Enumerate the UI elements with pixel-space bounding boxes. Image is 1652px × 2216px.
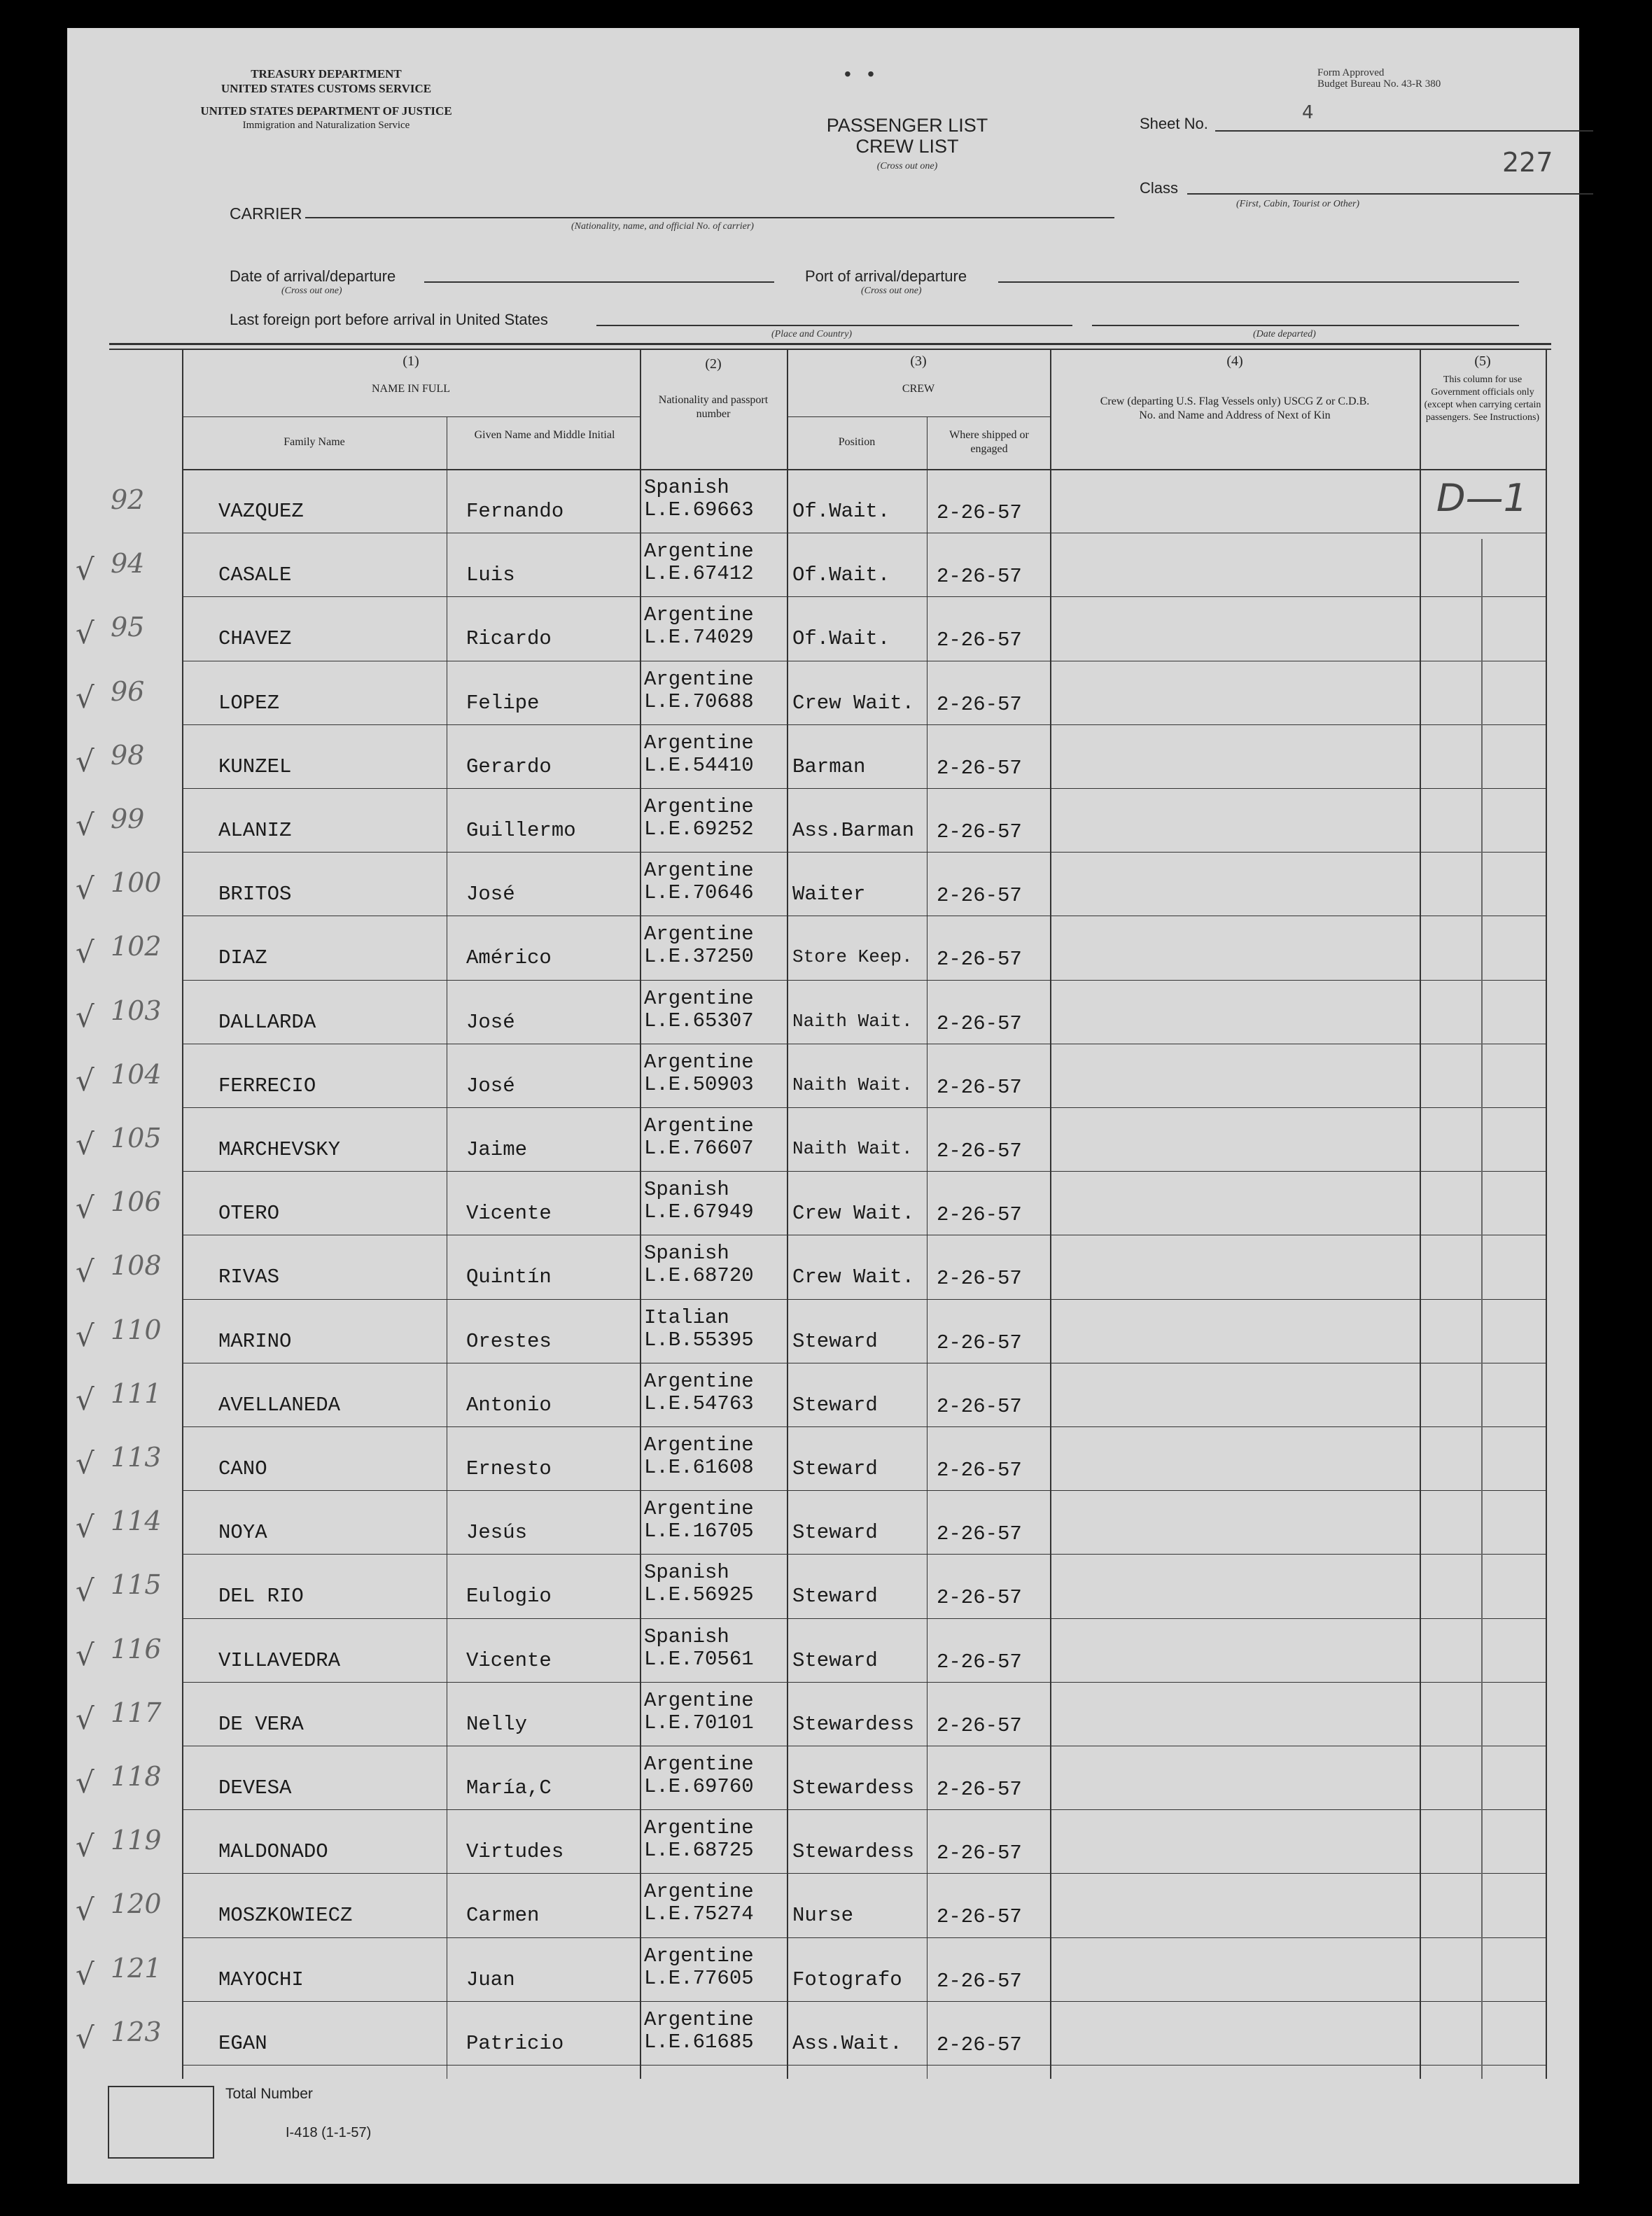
passport-number: L.E.16705: [644, 1520, 754, 1543]
row-number: 123: [111, 2016, 162, 2047]
given-name: Fernando: [466, 500, 564, 523]
nationality: Argentine: [644, 1497, 754, 1521]
annotation-vertical-line: [1481, 539, 1483, 2079]
date-engaged: 2-26-57: [937, 1139, 1022, 1163]
crew-position: Stewardess: [792, 1776, 915, 1800]
col3-position: Position: [838, 436, 876, 448]
nationality: Spanish: [644, 1625, 729, 1648]
row-number: 102: [111, 931, 162, 962]
passport-number: L.E.68720: [644, 1264, 754, 1288]
passport-number: L.E.65307: [644, 1009, 754, 1032]
row-number: 99: [111, 804, 145, 834]
family-name: MALDONADO: [218, 1840, 328, 1864]
row-number: 100: [111, 867, 162, 899]
passport-number: L.E.70688: [644, 689, 754, 713]
given-name: Jesús: [466, 1521, 528, 1545]
row-check-mark: √: [76, 1254, 94, 1289]
given-name: Eulogio: [466, 1585, 552, 1608]
row-number: 114: [111, 1506, 162, 1537]
date-engaged: 2-26-57: [937, 1905, 1022, 1929]
date-engaged: 2-26-57: [937, 1778, 1022, 1801]
agency-line3: UNITED STATES DEPARTMENT OF JUSTICE: [200, 104, 452, 118]
family-name: ALANIZ: [218, 819, 292, 842]
given-name: Juan: [466, 1968, 515, 1991]
nationality: Spanish: [644, 1561, 729, 1585]
passport-number: L.E.77605: [644, 1966, 754, 1990]
row-check-mark: √: [76, 1127, 94, 1161]
last-port-label: Last foreign port before arrival in United States: [230, 311, 548, 328]
date-departed-hint: (Date departed): [1253, 329, 1316, 339]
row-check-mark: √: [76, 808, 94, 842]
row-check-mark: √: [76, 552, 94, 587]
row-check-mark: √: [76, 680, 94, 715]
family-name: MAYOCHI: [218, 1968, 304, 1991]
row-number: 92: [111, 484, 145, 515]
nationality: Argentine: [644, 1944, 754, 1968]
family-name: DALLARDA: [218, 1010, 316, 1034]
nationality: Argentine: [644, 1050, 754, 1074]
nationality: Italian: [644, 1305, 729, 1329]
nationality: Argentine: [644, 986, 754, 1010]
row-divider: [182, 1682, 1546, 1683]
date-label: Date of arrival/departure: [230, 267, 396, 285]
hdr-bottom-line: [182, 469, 1546, 470]
row-divider: [182, 788, 1546, 789]
nationality: Argentine: [644, 1688, 754, 1712]
given-name: Antonio: [466, 1393, 552, 1417]
crew-position: Ass.Barman: [792, 819, 915, 842]
row-check-mark: √: [76, 743, 94, 778]
passport-number: L.E.61608: [644, 1456, 754, 1479]
date-engaged: 2-26-57: [937, 692, 1022, 716]
crew-position: Barman: [792, 755, 866, 778]
row-number: 111: [111, 1377, 162, 1409]
nationality: Argentine: [644, 1880, 754, 1904]
family-name: CHAVEZ: [218, 627, 292, 651]
row-divider: [182, 2065, 1546, 2066]
row-divider: [182, 596, 1546, 597]
row-number: 113: [111, 1442, 162, 1473]
col3-title: CREW: [902, 383, 935, 395]
nationality: Argentine: [644, 1433, 754, 1457]
date-engaged: 2-26-57: [937, 948, 1022, 972]
given-name: Gerardo: [466, 755, 552, 778]
crew-position: Steward: [792, 1648, 878, 1672]
date-engaged: 2-26-57: [937, 501, 1022, 524]
nationality: Spanish: [644, 476, 729, 499]
carrier-label: CARRIER: [230, 204, 302, 223]
form-number: I-418 (1-1-57): [286, 2125, 372, 2140]
row-number: 119: [111, 1825, 162, 1856]
crew-position: Stewardess: [792, 1712, 915, 1736]
given-name: Carmen: [466, 1904, 540, 1928]
passport-number: L.E.68725: [644, 1839, 754, 1863]
passport-number: L.E.50903: [644, 1072, 754, 1096]
crew-position: Steward: [792, 1457, 878, 1480]
row-check-mark: √: [76, 999, 94, 1034]
col-line-4-5: [1420, 350, 1421, 2079]
date-engaged: 2-26-57: [937, 1331, 1022, 1354]
passport-number: L.E.67949: [644, 1200, 754, 1224]
crew-position: Ass.Wait.: [792, 2031, 902, 2055]
row-number: 121: [111, 1952, 162, 1984]
nationality: Argentine: [644, 540, 754, 563]
stamp-number: 227: [1502, 147, 1553, 178]
crew-position: Steward: [792, 1521, 878, 1545]
passport-number: L.E.37250: [644, 945, 754, 969]
row-divider: [182, 1426, 1546, 1427]
row-number: 118: [111, 1761, 162, 1792]
col-line-2-3: [787, 350, 788, 2079]
row-check-mark: √: [76, 616, 94, 651]
family-name: EGAN: [218, 2031, 267, 2055]
date-departed-underline: [1092, 325, 1519, 326]
row-check-mark: √: [76, 1318, 94, 1353]
row-check-mark: √: [76, 1701, 94, 1736]
passport-number: L.E.76607: [644, 1137, 754, 1160]
col-line-right: [1546, 350, 1547, 2079]
agency-line1: TREASURY DEPARTMENT: [251, 67, 402, 80]
col1-title: NAME IN FULL: [372, 383, 450, 395]
nationality: Argentine: [644, 2007, 754, 2031]
passport-number: L.E.69663: [644, 498, 754, 521]
given-name: Jaime: [466, 1138, 528, 1161]
family-name: DEVESA: [218, 1776, 292, 1800]
given-name: José: [466, 1010, 515, 1034]
col4-number: (4): [1226, 353, 1243, 369]
passport-number: L.E.69760: [644, 1775, 754, 1798]
passport-number: L.E.75274: [644, 1902, 754, 1926]
list-title-crew: CREW LIST: [855, 136, 959, 157]
col-line-3-4: [1050, 350, 1051, 2079]
col3-where: Where shipped or engaged: [949, 429, 1029, 455]
passport-number: L.E.54763: [644, 1391, 754, 1415]
nationality: Argentine: [644, 795, 754, 818]
row-divider: [182, 980, 1546, 981]
family-name: OTERO: [218, 1202, 280, 1226]
family-name: DEL RIO: [218, 1585, 304, 1608]
row-number: 98: [111, 739, 145, 771]
nationality: Argentine: [644, 1753, 754, 1776]
row-number: 116: [111, 1633, 162, 1664]
given-name: José: [466, 1074, 515, 1098]
row-check-mark: √: [76, 1765, 94, 1800]
col3-number: (3): [910, 353, 927, 369]
passport-number: L.E.67412: [644, 562, 754, 586]
passport-number: L.E.70646: [644, 881, 754, 905]
budget-bureau: Budget Bureau No. 43-R 380: [1317, 78, 1441, 90]
date-engaged: 2-26-57: [937, 1075, 1022, 1099]
nationality: Argentine: [644, 923, 754, 946]
crew-position: Crew Wait.: [792, 691, 915, 715]
col1-number: (1): [402, 353, 419, 369]
passport-number: L.E.69252: [644, 818, 754, 841]
family-name: DE VERA: [218, 1712, 304, 1736]
hdr-subline-1: [182, 416, 640, 417]
date-engaged: 2-26-57: [937, 884, 1022, 908]
ink-dots: • •: [844, 63, 874, 85]
family-name: AVELLANEDA: [218, 1393, 341, 1417]
row-check-mark: √: [76, 871, 94, 906]
row-number: 120: [111, 1888, 162, 1920]
row-divider: [182, 1618, 1546, 1619]
date-engaged: 2-26-57: [937, 1267, 1022, 1291]
row-divider: [182, 1809, 1546, 1810]
date-engaged: 2-26-57: [937, 2033, 1022, 2056]
document-page: [67, 28, 1579, 2184]
crew-position: Nurse: [792, 1904, 854, 1928]
date-engaged: 2-26-57: [937, 1969, 1022, 1993]
port-hint: (Cross out one): [861, 286, 922, 296]
row-divider: [182, 1873, 1546, 1874]
row-number: 94: [111, 548, 145, 580]
row-check-mark: √: [76, 935, 94, 970]
date-engaged: 2-26-57: [937, 565, 1022, 589]
nationality: Argentine: [644, 603, 754, 627]
date-hint: (Cross out one): [281, 286, 342, 296]
family-name: NOYA: [218, 1521, 267, 1545]
row-check-mark: √: [76, 1446, 94, 1480]
date-engaged: 2-26-57: [937, 1842, 1022, 1865]
given-name: Ricardo: [466, 627, 552, 651]
row-number: 103: [111, 995, 162, 1026]
family-name: VAZQUEZ: [218, 500, 304, 523]
class-underline: [1187, 193, 1593, 195]
nationality: Argentine: [644, 1369, 754, 1393]
row-check-mark: √: [76, 2020, 94, 2055]
row-divider: [182, 724, 1546, 725]
family-name: MOSZKOWIECZ: [218, 1904, 353, 1928]
crew-position: Of.Wait.: [792, 563, 890, 587]
crew-position: Stewardess: [792, 1840, 915, 1864]
row-check-mark: √: [76, 1893, 94, 1928]
last-port-underline: [596, 325, 1072, 326]
row-divider: [182, 1490, 1546, 1491]
nationality: Argentine: [644, 859, 754, 883]
crew-position: Naith Wait.: [792, 1074, 913, 1095]
family-name: BRITOS: [218, 883, 292, 906]
crew-position: Crew Wait.: [792, 1265, 915, 1289]
family-name: CASALE: [218, 563, 292, 587]
passport-number: L.E.56925: [644, 1583, 754, 1607]
row-divider: [182, 1554, 1546, 1555]
row-number: 96: [111, 675, 145, 707]
crew-position: Naith Wait.: [792, 1138, 913, 1159]
carrier-hint: (Nationality, name, and official No. of carrier): [571, 221, 754, 232]
given-name: María,C: [466, 1776, 552, 1800]
row-check-mark: √: [76, 1510, 94, 1545]
row-check-mark: √: [76, 1829, 94, 1864]
given-name: Nelly: [466, 1712, 528, 1736]
nationality: Argentine: [644, 1114, 754, 1137]
col4-title: Crew (departing U.S. Flag Vessels only) USCG Z or C.D.B. No. and Name and Address of Next of Kin: [1100, 395, 1370, 421]
passport-number: L.E.70561: [644, 1647, 754, 1671]
crew-position: Of.Wait.: [792, 627, 890, 651]
row-check-mark: √: [76, 1191, 94, 1226]
sheet-underline: [1215, 130, 1593, 132]
crew-position: Store Keep.: [792, 946, 913, 968]
row-divider: [182, 852, 1546, 853]
col1-family: Family Name: [284, 436, 345, 448]
date-engaged: 2-26-57: [937, 1586, 1022, 1610]
hdr-subline-3: [787, 416, 1050, 417]
family-name: MARCHEVSKY: [218, 1138, 341, 1161]
crew-position: Steward: [792, 1329, 878, 1353]
given-name: Virtudes: [466, 1840, 564, 1864]
date-engaged: 2-26-57: [937, 1459, 1022, 1482]
agency-line2: UNITED STATES CUSTOMS SERVICE: [220, 82, 432, 95]
given-name: Ernesto: [466, 1457, 552, 1480]
col-line-left: [182, 350, 183, 2079]
family-name: LOPEZ: [218, 691, 280, 715]
nationality: Argentine: [644, 731, 754, 755]
col5-number: (5): [1474, 353, 1491, 369]
row-check-mark: √: [76, 1956, 94, 1991]
total-number-label: Total Number: [225, 2086, 313, 2102]
nationality: Spanish: [644, 1178, 729, 1202]
family-name: VILLAVEDRA: [218, 1648, 341, 1672]
crew-position: Steward: [792, 1393, 878, 1417]
row-check-mark: √: [76, 1063, 94, 1098]
date-engaged: 2-26-57: [937, 756, 1022, 780]
col2-number: (2): [705, 356, 722, 372]
cross-out-hint: (Cross out one): [876, 161, 938, 171]
given-name: Patricio: [466, 2031, 564, 2055]
annotation-d1: D—1: [1436, 476, 1527, 520]
row-number: 115: [111, 1569, 162, 1601]
nationality: Argentine: [644, 667, 754, 691]
class-hint: (First, Cabin, Tourist or Other): [1236, 199, 1360, 209]
given-name: Orestes: [466, 1329, 552, 1353]
family-name: MARINO: [218, 1329, 292, 1353]
family-name: CANO: [218, 1457, 267, 1480]
passport-number: L.E.70101: [644, 1711, 754, 1734]
given-name: Luis: [466, 563, 515, 587]
date-engaged: 2-26-57: [937, 1713, 1022, 1737]
family-name: RIVAS: [218, 1265, 280, 1289]
passport-number: L.E.74029: [644, 626, 754, 650]
date-engaged: 2-26-57: [937, 629, 1022, 652]
crew-position: Of.Wait.: [792, 500, 890, 523]
given-name: Américo: [466, 946, 552, 970]
date-engaged: 2-26-57: [937, 1203, 1022, 1227]
col1-given: Given Name and Middle Initial: [474, 429, 615, 441]
list-title-passenger: PASSENGER LIST: [826, 115, 988, 136]
date-engaged: 2-26-57: [937, 1394, 1022, 1418]
table-top-rule-inner: [109, 349, 1551, 350]
passport-number: L.E.61685: [644, 2030, 754, 2054]
sheet-label: Sheet No.: [1140, 115, 1208, 132]
row-check-mark: √: [76, 1573, 94, 1608]
form-approved: Form Approved: [1317, 67, 1385, 78]
nationality: Argentine: [644, 1816, 754, 1840]
date-engaged: 2-26-57: [937, 1650, 1022, 1674]
row-number: 104: [111, 1058, 162, 1090]
place-hint: (Place and Country): [771, 329, 853, 339]
crew-position: Crew Wait.: [792, 1202, 915, 1226]
row-number: 108: [111, 1250, 162, 1282]
given-name: Vicente: [466, 1648, 552, 1672]
passport-number: L.E.54410: [644, 753, 754, 777]
carrier-underline: [305, 217, 1114, 218]
crew-position: Waiter: [792, 883, 866, 906]
family-name: KUNZEL: [218, 755, 292, 778]
crew-position: Fotografo: [792, 1968, 902, 1991]
row-divider: [182, 1171, 1546, 1172]
family-name: FERRECIO: [218, 1074, 316, 1098]
port-underline: [998, 281, 1519, 283]
total-number-box: [108, 2086, 214, 2159]
col2-title: Nationality and passport number: [658, 394, 769, 420]
family-name: DIAZ: [218, 946, 267, 970]
given-name: Felipe: [466, 691, 540, 715]
given-name: Vicente: [466, 1202, 552, 1226]
given-name: Guillermo: [466, 819, 576, 842]
crew-position: Steward: [792, 1585, 878, 1608]
row-number: 106: [111, 1186, 162, 1218]
date-engaged: 2-26-57: [937, 1522, 1022, 1546]
row-divider: [182, 1299, 1546, 1300]
row-check-mark: √: [76, 1637, 94, 1672]
row-number: 105: [111, 1123, 162, 1153]
col5-title: This column for use Government officials only (except when carrying certain passengers. See Instructions): [1424, 374, 1541, 423]
row-check-mark: √: [76, 1382, 94, 1417]
row-divider: [182, 2001, 1546, 2002]
given-name: Quintín: [466, 1265, 552, 1289]
class-label: Class: [1140, 179, 1179, 197]
agency-line4: Immigration and Naturalization Service: [242, 120, 410, 131]
date-engaged: 2-26-57: [937, 820, 1022, 843]
row-number: 110: [111, 1314, 162, 1345]
row-divider: [182, 1107, 1546, 1108]
row-number: 95: [111, 612, 145, 643]
given-name: José: [466, 883, 515, 906]
table-top-rule: [109, 343, 1551, 345]
col-line-1-2: [640, 350, 641, 2079]
nationality: Spanish: [644, 1242, 729, 1265]
row-number: 117: [111, 1697, 162, 1728]
passport-number: L.B.55395: [644, 1328, 754, 1352]
port-label: Port of arrival/departure: [805, 267, 967, 285]
date-engaged: 2-26-57: [937, 1011, 1022, 1035]
date-underline: [424, 281, 774, 283]
row-divider: [182, 1937, 1546, 1938]
sheet-value: 4: [1302, 102, 1314, 123]
crew-position: Naith Wait.: [792, 1010, 913, 1032]
